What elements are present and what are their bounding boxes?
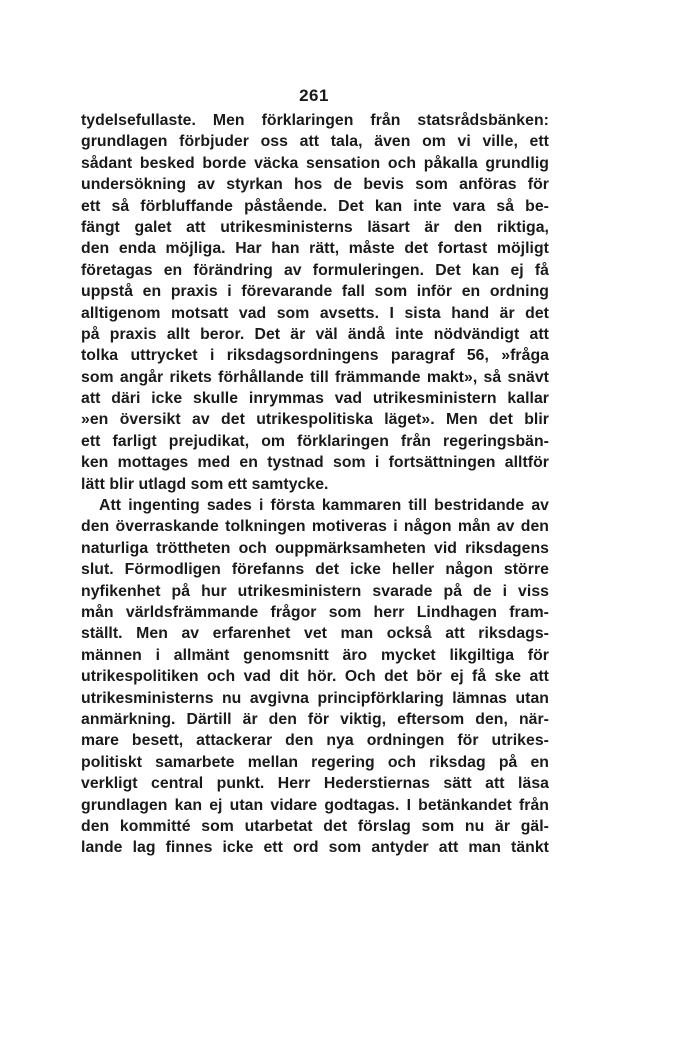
- text-line: männen i allmänt genomsnitt äro mycket likgiltiga för: [81, 646, 549, 664]
- body-text: [81, 110, 549, 859]
- text-line: grundlagen förbjuder oss att tala, även om vi ville, ett: [81, 133, 549, 151]
- text-line: att däri icke skulle inrymmas vad utrikesministern kallar: [81, 390, 549, 408]
- text-line: sådant besked borde väcka sensation och påkalla grundlig: [81, 154, 549, 172]
- text-line: politiskt samarbete mellan regering och riksdag på en: [81, 753, 549, 771]
- text-line: slut. Förmodligen förefanns det icke heller någon större: [81, 561, 549, 579]
- text-line: den kommitté som utarbetat det förslag som nu är gäl-: [81, 817, 549, 835]
- text-line: Att ingenting sades i första kammaren till bestridande av: [99, 497, 549, 515]
- text-line: på praxis allt beror. Det är väl ändå inte nödvändigt att: [81, 325, 549, 343]
- text-line: som angår rikets förhållande till främmande makt», så snävt: [81, 368, 549, 386]
- text-line: ställt. Men av erfarenhet vet man också att riksdags-: [81, 625, 549, 643]
- page-number: 261: [299, 86, 329, 105]
- text-line: utrikespolitiken och vad dit hör. Och det bör ej få ske att: [81, 668, 549, 686]
- text-line: lätt blir utlagd som ett samtycke.: [81, 475, 329, 493]
- text-line: den överraskande tolkningen motiveras i någon mån av den: [81, 518, 549, 536]
- text-line: grundlagen kan ej utan vidare godtagas. I betänkandet från: [81, 796, 549, 814]
- text-line: tydelsefullaste. Men förklaringen från statsrådsbänken:: [81, 112, 549, 129]
- text-line: nyfikenhet på hur utrikesministern svarade på de i viss: [81, 582, 549, 600]
- text-line: anmärkning. Därtill är den för viktig, eftersom den, när-: [81, 710, 549, 728]
- text-line: ken mottages med en tystnad som i fortsättningen alltför: [81, 454, 549, 472]
- text-line: företagas en förändring av formuleringen. Det kan ej få: [81, 261, 549, 279]
- text-line: lande lag finnes icke ett ord som antyder att man tänkt: [81, 839, 549, 857]
- text-line: ett så förbluffande påstående. Det kan inte vara så be-: [81, 197, 549, 215]
- text-line: alltigenom motsatt vad som avsetts. I sista hand är det: [81, 304, 549, 322]
- text-line: uppstå en praxis i förevarande fall som inför en ordning: [81, 283, 549, 301]
- text-line: fängt galet att utrikesministerns läsart är den riktiga,: [81, 218, 549, 236]
- text-line: naturliga tröttheten och ouppmärksamheten vid riksdagens: [81, 539, 549, 557]
- text-line: mån världsfrämmande frågor som herr Lindhagen fram-: [81, 603, 549, 621]
- text-line: tolka uttrycket i riksdagsordningens paragraf 56, »fråga: [81, 347, 549, 365]
- text-line: undersökning av styrkan hos de bevis som anföras för: [81, 176, 549, 194]
- text-line: verkligt central punkt. Herr Hederstiernas sätt att läsa: [81, 775, 549, 793]
- text-line: mare besett, attackerar den nya ordningen för utrikes-: [81, 732, 549, 750]
- text-line: ett farligt prejudikat, om förklaringen från regeringsbän-: [81, 432, 549, 450]
- text-line: utrikesministerns nu avgivna principförklaring lämnas utan: [81, 689, 549, 707]
- text-line: »en översikt av det utrikespolitiska läget». Men det blir: [81, 411, 549, 429]
- text-line: den enda möjliga. Har han rätt, måste det fortast möjligt: [81, 240, 549, 258]
